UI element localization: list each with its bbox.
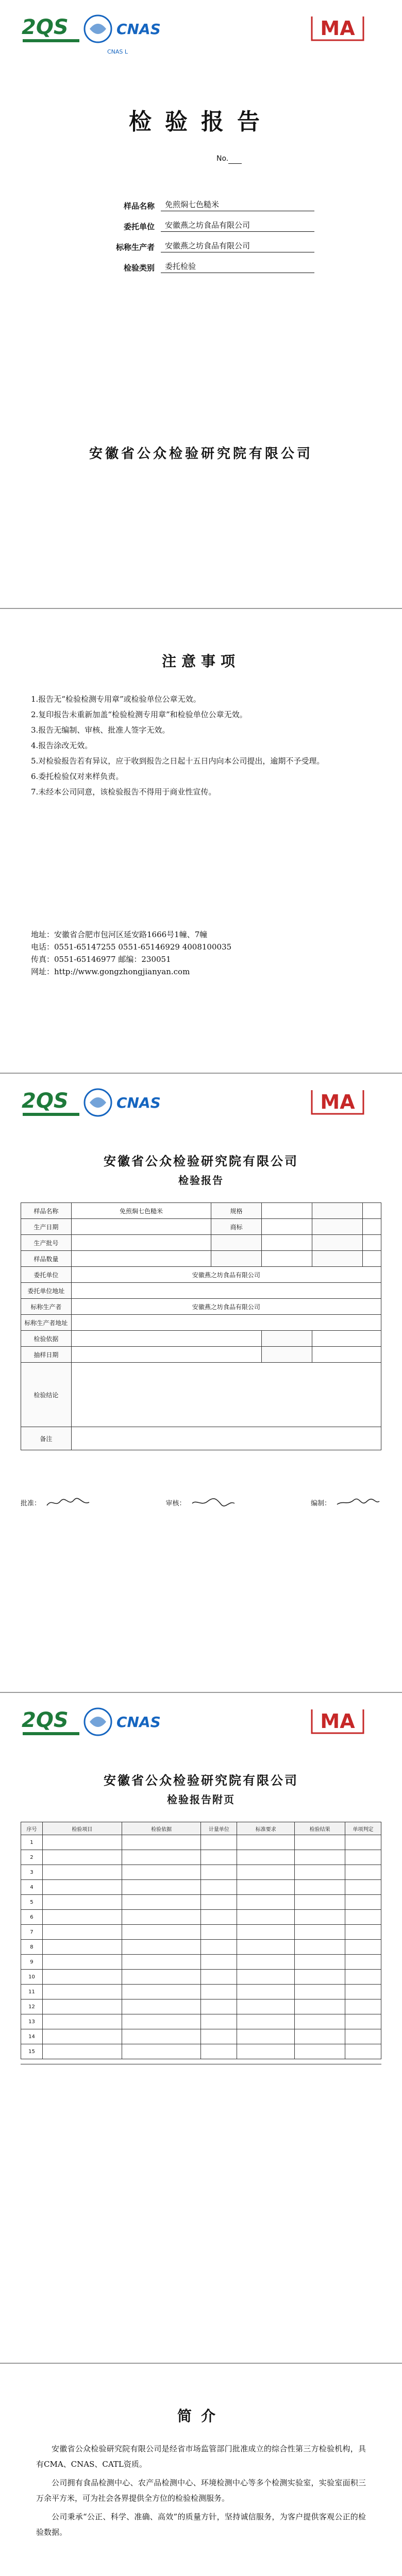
field-value: 免煎焖七色糙米 xyxy=(161,199,314,211)
field-value: 安徽燕之坊食品有限公司 xyxy=(161,219,314,232)
signature-compile xyxy=(311,1496,381,1509)
table-row xyxy=(21,1985,381,1999)
table-label xyxy=(312,1251,362,1267)
profile-paragraph: 公司拥有食品检测中心、农产品检测中心、环境检测中心等多个检测实验室，实验室面积三万余平方米，可为社会各界提供全方位的检验检测服务。 xyxy=(36,2478,366,2503)
contact-website[interactable]: 网址：http://www.gongzhongjianyan.com xyxy=(31,967,190,976)
signature-label: 批准： xyxy=(21,1499,41,1507)
results-subtitle: 检验报告附页 xyxy=(167,1793,235,1806)
table-cell xyxy=(295,1925,345,1940)
table-cell: 6 xyxy=(21,1910,43,1925)
profile-title: 简介 xyxy=(177,2408,225,2425)
cnas-logo xyxy=(21,1704,186,1756)
table-cell xyxy=(237,1895,295,1910)
table-row xyxy=(21,1267,381,1283)
table-cell xyxy=(42,2029,122,2044)
table-label xyxy=(312,1203,362,1219)
signature-label: 审核： xyxy=(165,1499,186,1507)
results-header xyxy=(0,1770,402,1806)
table-row xyxy=(21,1850,381,1865)
table-cell xyxy=(237,1985,295,1999)
table-cell xyxy=(122,2044,201,2059)
table-cell xyxy=(42,1880,122,1895)
svg-text:2QS: 2QS xyxy=(22,15,69,39)
ma-text: MA xyxy=(320,17,355,40)
table-cell: 15 xyxy=(21,2044,43,2059)
table-cell xyxy=(122,1970,201,1985)
table-cell xyxy=(295,2014,345,2029)
table-cell xyxy=(345,1865,381,1880)
field-label: 检验类别 xyxy=(123,263,155,273)
table-cell xyxy=(295,2044,345,2059)
table-cell xyxy=(237,1835,295,1850)
contact-block xyxy=(31,928,371,978)
notes-title: 注意事项 xyxy=(161,653,240,670)
table-cell xyxy=(295,1850,345,1865)
cover-field xyxy=(98,232,314,252)
table-cell xyxy=(201,1835,237,1850)
table-cell xyxy=(122,1895,201,1910)
table-cell: 安徽燕之坊食品有限公司 xyxy=(71,1267,381,1283)
table-cell xyxy=(42,2014,122,2029)
table-cell xyxy=(71,1331,261,1347)
profile-paragraph: 公司秉承“公正、科学、准确、高效”的质量方针，坚持诚信服务，为客户提供客观公正的检验数据。 xyxy=(36,2512,366,2537)
table-label xyxy=(211,1251,262,1267)
contact-phone: 电话：0551-65147255 0551-65146929 4008100035 xyxy=(31,942,232,952)
note-item: 7.未经本公司同意，该检验报告不得用于商业性宣传。 xyxy=(31,787,216,796)
logo-row xyxy=(21,1704,381,1761)
table-cell: 4 xyxy=(21,1880,43,1895)
field-label: 委托单位 xyxy=(123,222,155,231)
table-label xyxy=(211,1235,262,1251)
table-cell xyxy=(201,1910,237,1925)
signature-label: 编制： xyxy=(310,1499,331,1507)
table-cell xyxy=(42,1925,122,1940)
table-cell xyxy=(312,1331,381,1347)
field-label: 样品名称 xyxy=(123,201,155,211)
table-cell xyxy=(345,1880,381,1895)
table-cell xyxy=(295,1865,345,1880)
table-cell xyxy=(42,1999,122,2014)
cnas-text: CNAS xyxy=(116,1094,161,1111)
table-cell xyxy=(345,1999,381,2014)
results-note xyxy=(21,2064,381,2066)
table-cell xyxy=(345,1895,381,1910)
table-row xyxy=(21,1955,381,1970)
cnas-logo xyxy=(21,11,186,63)
table-cell xyxy=(345,2029,381,2044)
table-cell xyxy=(261,1203,312,1219)
table-cell xyxy=(71,1315,381,1331)
svg-text:2QS: 2QS xyxy=(22,1089,69,1113)
table-cell xyxy=(345,1835,381,1850)
report-table xyxy=(21,1202,381,1450)
table-cell xyxy=(122,1850,201,1865)
table-cell: 13 xyxy=(21,2014,43,2029)
table-cell xyxy=(71,1219,211,1235)
report-org: 安徽省公众检验研究院有限公司 xyxy=(104,1154,298,1168)
notes-list xyxy=(31,691,371,800)
table-cell: 7 xyxy=(21,1925,43,1940)
remark-text xyxy=(71,1427,381,1450)
table-cell xyxy=(42,1955,122,1970)
issuing-organization: 安徽省公众检验研究院有限公司 xyxy=(89,446,313,462)
table-label: 委托单位 xyxy=(21,1267,72,1283)
table-row xyxy=(21,1427,381,1450)
ma-logo xyxy=(294,1085,381,1142)
table-row xyxy=(21,1925,381,1940)
table-row xyxy=(21,1331,381,1347)
table-row xyxy=(21,1910,381,1925)
table-cell xyxy=(237,1999,295,2014)
table-cell xyxy=(71,1235,211,1251)
table-cell xyxy=(71,1283,381,1299)
signature-review xyxy=(165,1496,236,1509)
table-row xyxy=(21,1940,381,1955)
table-cell xyxy=(42,2044,122,2059)
column-header: 检验结果 xyxy=(295,1822,345,1835)
table-cell xyxy=(237,2029,295,2044)
cnas-logo xyxy=(21,1085,186,1137)
table-cell xyxy=(362,1251,381,1267)
table-row xyxy=(21,1970,381,1985)
table-cell xyxy=(122,1999,201,2014)
signature-approve xyxy=(21,1496,91,1509)
table-cell xyxy=(237,1925,295,1940)
table-cell xyxy=(71,1347,261,1363)
table-label: 生产批号 xyxy=(21,1235,72,1251)
table-cell xyxy=(71,1251,211,1267)
table-row xyxy=(21,1347,381,1363)
table-cell xyxy=(201,1925,237,1940)
table-cell xyxy=(261,1219,312,1235)
table-cell xyxy=(201,1955,237,1970)
table-cell xyxy=(201,1850,237,1865)
table-row xyxy=(21,1880,381,1895)
note-item: 5.对检验报告若有异议，应于收到报告之日起十五日内向本公司提出，逾期不予受理。 xyxy=(31,756,325,766)
table-cell xyxy=(345,1850,381,1865)
table-label xyxy=(261,1347,312,1363)
table-label: 检验结论 xyxy=(21,1363,72,1427)
table-cell xyxy=(42,1985,122,1999)
table-cell xyxy=(237,2044,295,2059)
table-cell xyxy=(295,1940,345,1955)
table-row xyxy=(21,1895,381,1910)
table-cell xyxy=(42,1865,122,1880)
table-cell xyxy=(201,1880,237,1895)
table-row xyxy=(21,1235,381,1251)
table-cell: 14 xyxy=(21,2029,43,2044)
cover-fields xyxy=(98,191,314,273)
table-cell xyxy=(295,1895,345,1910)
table-label: 检验依据 xyxy=(21,1331,72,1347)
results-body xyxy=(21,1835,381,2059)
handwritten-signature xyxy=(45,1496,91,1509)
table-row xyxy=(21,1299,381,1315)
cover-field xyxy=(98,211,314,232)
table-row xyxy=(21,1219,381,1235)
table-cell xyxy=(201,1985,237,1999)
note-item: 2.复印报告未重新加盖“检验检测专用章”和检验单位公章无效。 xyxy=(31,710,247,719)
table-row xyxy=(21,1251,381,1267)
table-cell xyxy=(345,1910,381,1925)
table-cell xyxy=(201,1999,237,2014)
cnas-text: CNAS xyxy=(116,1714,161,1731)
table-cell: 安徽燕之坊食品有限公司 xyxy=(71,1299,381,1315)
table-cell xyxy=(295,1985,345,1999)
table-label: 标称生产者 xyxy=(21,1299,72,1315)
signature-row xyxy=(21,1496,381,1509)
cover-field xyxy=(98,252,314,273)
report-number-label: No. xyxy=(216,155,229,163)
results-page xyxy=(0,1693,402,2363)
report-number-value xyxy=(228,155,242,164)
profile-page xyxy=(0,2364,402,2576)
table-row xyxy=(21,1315,381,1331)
table-cell: 8 xyxy=(21,1940,43,1955)
table-row xyxy=(21,1999,381,2014)
table-label: 样品数量 xyxy=(21,1251,72,1267)
table-label xyxy=(312,1219,362,1235)
table-cell xyxy=(261,1251,312,1267)
report-page xyxy=(0,1074,402,1692)
table-cell xyxy=(312,1347,381,1363)
table-cell xyxy=(362,1235,381,1251)
note-item: 6.委托检验仅对来样负责。 xyxy=(31,772,124,781)
cover-page xyxy=(0,0,402,608)
table-cell xyxy=(345,2044,381,2059)
report-number xyxy=(216,155,242,163)
logo-row xyxy=(21,11,381,68)
table-row xyxy=(21,2014,381,2029)
table-row xyxy=(21,1363,381,1427)
table-cell xyxy=(362,1219,381,1235)
table-cell xyxy=(237,1880,295,1895)
table-cell xyxy=(122,2014,201,2029)
report-subtitle: 检验报告 xyxy=(178,1174,224,1187)
table-cell xyxy=(295,1835,345,1850)
contact-fax: 传真：0551-65146977 邮编：230051 xyxy=(31,955,171,964)
table-cell: 2 xyxy=(21,1850,43,1865)
table-cell xyxy=(122,1940,201,1955)
table-cell xyxy=(42,1850,122,1865)
table-cell xyxy=(295,2029,345,2044)
ma-logo xyxy=(294,1704,381,1761)
table-row xyxy=(21,2044,381,2059)
table-cell xyxy=(201,1895,237,1910)
table-label: 备注 xyxy=(21,1427,72,1450)
table-label: 规格 xyxy=(211,1203,262,1219)
results-org: 安徽省公众检验研究院有限公司 xyxy=(104,1773,298,1788)
table-label: 抽样日期 xyxy=(21,1347,72,1363)
page-title: 检验报告 xyxy=(129,109,273,135)
table-cell: 9 xyxy=(21,1955,43,1970)
table-cell xyxy=(122,1910,201,1925)
field-label: 标称生产者 xyxy=(115,243,155,252)
table-cell xyxy=(295,1880,345,1895)
table-cell xyxy=(237,1970,295,1985)
report-header xyxy=(0,1151,402,1187)
handwritten-signature xyxy=(335,1496,381,1509)
table-cell xyxy=(261,1235,312,1251)
table-cell: 11 xyxy=(21,1985,43,1999)
contact-address: 地址：安徽省合肥市包河区延安路1666号1幢、7幢 xyxy=(31,930,208,939)
table-cell xyxy=(122,1925,201,1940)
table-cell xyxy=(42,1940,122,1955)
table-cell xyxy=(201,1865,237,1880)
table-label xyxy=(312,1235,362,1251)
table-cell: 10 xyxy=(21,1970,43,1985)
table-cell xyxy=(122,1985,201,1999)
results-table xyxy=(21,1822,381,2059)
note-item: 1.报告无“检验检测专用章”或检验单位公章无效。 xyxy=(31,694,201,704)
table-cell xyxy=(237,2014,295,2029)
table-cell xyxy=(345,2014,381,2029)
table-cell xyxy=(237,1940,295,1955)
table-cell xyxy=(237,1850,295,1865)
table-cell xyxy=(295,1910,345,1925)
handwritten-signature xyxy=(190,1496,237,1509)
table-label: 商标 xyxy=(211,1219,262,1235)
table-cell: 免煎焖七色糙米 xyxy=(71,1203,211,1219)
table-cell: 5 xyxy=(21,1895,43,1910)
table-cell xyxy=(237,1955,295,1970)
table-cell: 12 xyxy=(21,1999,43,2014)
table-cell: 1 xyxy=(21,1835,43,1850)
table-cell xyxy=(201,2014,237,2029)
column-header: 序号 xyxy=(21,1822,43,1835)
table-header-row xyxy=(21,1822,381,1835)
table-cell xyxy=(201,1970,237,1985)
column-header: 单项判定 xyxy=(345,1822,381,1835)
table-row xyxy=(21,1203,381,1219)
table-cell xyxy=(122,1880,201,1895)
table-cell: 3 xyxy=(21,1865,43,1880)
table-label xyxy=(261,1331,312,1347)
table-label: 生产日期 xyxy=(21,1219,72,1235)
table-cell xyxy=(295,1970,345,1985)
notes-page xyxy=(0,609,402,1073)
column-header: 计量单位 xyxy=(201,1822,237,1835)
conclusion-text xyxy=(71,1363,381,1427)
table-cell xyxy=(42,1895,122,1910)
table-row xyxy=(21,1835,381,1850)
table-cell xyxy=(345,1955,381,1970)
table-cell xyxy=(237,1865,295,1880)
table-label: 样品名称 xyxy=(21,1203,72,1219)
table-cell xyxy=(345,1970,381,1985)
table-row xyxy=(21,1283,381,1299)
note-item: 4.报告涂改无效。 xyxy=(31,741,93,750)
table-cell xyxy=(295,1999,345,2014)
table-cell xyxy=(345,1985,381,1999)
ma-text: MA xyxy=(320,1710,355,1733)
note-item: 3.报告无编制、审核、批准人签字无效。 xyxy=(31,725,170,735)
table-label: 标称生产者地址 xyxy=(21,1315,72,1331)
table-cell xyxy=(42,1970,122,1985)
field-value: 委托检验 xyxy=(161,261,314,273)
profile-paragraph: 安徽省公众检验研究院有限公司是经省市场监管部门批准成立的综合性第三方检验机构，具有CMA、CNAS、CATL资质。 xyxy=(36,2444,366,2469)
table-cell xyxy=(201,1940,237,1955)
column-header: 标准要求 xyxy=(237,1822,295,1835)
table-cell xyxy=(295,1955,345,1970)
logo-row xyxy=(21,1085,381,1142)
table-cell xyxy=(345,1940,381,1955)
cnas-sub: CNAS L xyxy=(107,48,128,55)
table-cell xyxy=(122,1865,201,1880)
ma-logo xyxy=(294,11,381,68)
table-cell xyxy=(42,1910,122,1925)
table-label: 委托单位地址 xyxy=(21,1283,72,1299)
svg-text:2QS: 2QS xyxy=(22,1708,69,1732)
table-row xyxy=(21,1865,381,1880)
table-row xyxy=(21,2029,381,2044)
table-cell xyxy=(122,1835,201,1850)
table-cell xyxy=(362,1203,381,1219)
table-cell xyxy=(122,2029,201,2044)
column-header: 检验依据 xyxy=(122,1822,201,1835)
field-value: 安徽燕之坊食品有限公司 xyxy=(161,240,314,252)
column-header: 检验项目 xyxy=(42,1822,122,1835)
cover-field xyxy=(98,191,314,211)
ma-text: MA xyxy=(320,1091,355,1113)
table-cell xyxy=(237,1910,295,1925)
table-cell xyxy=(122,1955,201,1970)
cnas-text: CNAS xyxy=(116,21,161,38)
table-cell xyxy=(42,1835,122,1850)
table-cell xyxy=(201,2029,237,2044)
table-cell xyxy=(345,1925,381,1940)
profile-body xyxy=(36,2441,366,2543)
table-cell xyxy=(201,2044,237,2059)
